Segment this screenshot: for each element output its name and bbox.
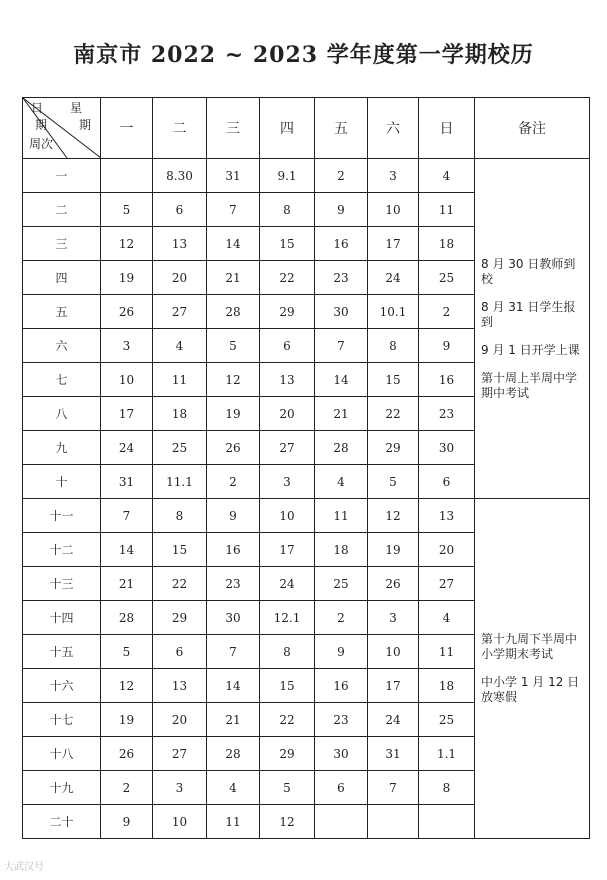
day-header-thu: 四 — [260, 98, 315, 159]
date-cell: 17 — [368, 227, 419, 261]
date-cell: 29 — [153, 601, 207, 635]
date-cell: 17 — [260, 533, 315, 567]
date-cell: 26 — [207, 431, 260, 465]
date-cell: 20 — [419, 533, 475, 567]
date-cell: 9 — [315, 193, 368, 227]
date-cell: 6 — [153, 193, 207, 227]
date-cell: 14 — [101, 533, 153, 567]
date-cell: 28 — [207, 295, 260, 329]
date-cell: 30 — [207, 601, 260, 635]
date-cell: 27 — [153, 737, 207, 771]
date-cell: 11 — [153, 363, 207, 397]
date-cell: 25 — [419, 261, 475, 295]
date-cell: 17 — [101, 397, 153, 431]
date-cell: 31 — [207, 159, 260, 193]
date-cell: 4 — [419, 601, 475, 635]
date-cell: 19 — [101, 703, 153, 737]
date-cell: 26 — [101, 295, 153, 329]
date-cell — [419, 805, 475, 839]
week-number-cell: 八 — [23, 397, 101, 431]
date-cell: 25 — [315, 567, 368, 601]
date-cell: 30 — [315, 295, 368, 329]
date-cell: 10 — [368, 193, 419, 227]
date-cell: 3 — [368, 159, 419, 193]
date-cell: 24 — [368, 261, 419, 295]
date-cell: 5 — [101, 193, 153, 227]
date-cell: 16 — [419, 363, 475, 397]
date-cell: 10 — [153, 805, 207, 839]
week-number-cell: 十七 — [23, 703, 101, 737]
day-header-wed: 三 — [207, 98, 260, 159]
date-cell: 18 — [419, 669, 475, 703]
day-header-tue: 二 — [153, 98, 207, 159]
date-cell: 11 — [207, 805, 260, 839]
date-cell: 24 — [101, 431, 153, 465]
corner-header-cell — [23, 98, 101, 159]
date-cell: 2 — [315, 159, 368, 193]
date-cell: 14 — [315, 363, 368, 397]
date-cell: 2 — [101, 771, 153, 805]
date-cell — [101, 159, 153, 193]
date-cell: 27 — [419, 567, 475, 601]
week-number-cell: 十五 — [23, 635, 101, 669]
corner-ri: 日 — [31, 101, 44, 115]
date-cell: 5 — [368, 465, 419, 499]
date-cell: 11 — [419, 193, 475, 227]
date-cell: 8.30 — [153, 159, 207, 193]
date-cell: 3 — [153, 771, 207, 805]
corner-qi-left: 期 — [35, 118, 48, 132]
date-cell: 3 — [260, 465, 315, 499]
date-cell: 3 — [368, 601, 419, 635]
date-cell: 18 — [153, 397, 207, 431]
date-cell: 21 — [207, 261, 260, 295]
header-row — [23, 98, 590, 159]
date-cell: 10 — [368, 635, 419, 669]
date-cell — [368, 805, 419, 839]
date-cell — [315, 805, 368, 839]
date-cell: 7 — [315, 329, 368, 363]
date-cell: 26 — [368, 567, 419, 601]
day-header-sun: 日 — [419, 98, 475, 159]
date-cell: 22 — [260, 261, 315, 295]
date-cell: 12 — [260, 805, 315, 839]
date-cell: 9.1 — [260, 159, 315, 193]
week-row — [23, 499, 590, 533]
date-cell: 12 — [101, 669, 153, 703]
date-cell: 15 — [368, 363, 419, 397]
date-cell: 23 — [419, 397, 475, 431]
date-cell: 8 — [260, 193, 315, 227]
date-cell: 17 — [368, 669, 419, 703]
date-cell: 4 — [419, 159, 475, 193]
date-cell: 28 — [101, 601, 153, 635]
date-cell: 16 — [207, 533, 260, 567]
date-cell: 10 — [260, 499, 315, 533]
date-cell: 9 — [315, 635, 368, 669]
date-cell: 11.1 — [153, 465, 207, 499]
day-header-mon: 一 — [101, 98, 153, 159]
date-cell: 22 — [153, 567, 207, 601]
date-cell: 28 — [315, 431, 368, 465]
remark-text: 中小学 1 月 12 日放寒假 — [481, 675, 580, 704]
week-number-cell: 十 — [23, 465, 101, 499]
date-cell: 8 — [419, 771, 475, 805]
school-calendar-table — [22, 97, 590, 839]
date-cell: 6 — [260, 329, 315, 363]
date-cell: 7 — [101, 499, 153, 533]
date-cell: 8 — [368, 329, 419, 363]
date-cell: 29 — [260, 295, 315, 329]
date-cell: 12.1 — [260, 601, 315, 635]
week-number-cell: 七 — [23, 363, 101, 397]
date-cell: 2 — [315, 601, 368, 635]
week-number-cell: 十四 — [23, 601, 101, 635]
date-cell: 23 — [207, 567, 260, 601]
date-cell: 12 — [207, 363, 260, 397]
week-number-cell: 四 — [23, 261, 101, 295]
remark-text: 9 月 1 日开学上课 — [481, 342, 580, 357]
date-cell: 9 — [419, 329, 475, 363]
date-cell: 7 — [207, 193, 260, 227]
date-cell: 1.1 — [419, 737, 475, 771]
date-cell: 6 — [315, 771, 368, 805]
remark-text: 第十九周下半周中小学期末考试 — [481, 632, 578, 661]
remarks-header: 备注 — [475, 98, 590, 159]
date-cell: 7 — [207, 635, 260, 669]
date-cell: 22 — [260, 703, 315, 737]
date-cell: 6 — [419, 465, 475, 499]
date-cell: 24 — [368, 703, 419, 737]
date-cell: 5 — [207, 329, 260, 363]
week-number-cell: 二十 — [23, 805, 101, 839]
date-cell: 2 — [419, 295, 475, 329]
date-cell: 15 — [153, 533, 207, 567]
date-cell: 19 — [101, 261, 153, 295]
date-cell: 21 — [101, 567, 153, 601]
date-cell: 31 — [368, 737, 419, 771]
date-cell: 4 — [315, 465, 368, 499]
date-cell: 6 — [153, 635, 207, 669]
date-cell: 25 — [153, 431, 207, 465]
date-cell: 15 — [260, 669, 315, 703]
week-number-cell: 十六 — [23, 669, 101, 703]
date-cell: 28 — [207, 737, 260, 771]
corner-xing: 星 — [70, 101, 83, 115]
date-cell: 10.1 — [368, 295, 419, 329]
date-cell: 29 — [368, 431, 419, 465]
week-number-cell: 十二 — [23, 533, 101, 567]
date-cell: 12 — [101, 227, 153, 261]
week-number-cell: 十一 — [23, 499, 101, 533]
day-header-fri: 五 — [315, 98, 368, 159]
remarks-cell-second-half — [475, 499, 590, 839]
date-cell: 27 — [153, 295, 207, 329]
week-number-cell: 三 — [23, 227, 101, 261]
week-number-cell: 十九 — [23, 771, 101, 805]
date-cell: 24 — [260, 567, 315, 601]
week-number-cell: 十三 — [23, 567, 101, 601]
date-cell: 13 — [153, 227, 207, 261]
date-cell: 31 — [101, 465, 153, 499]
week-number-cell: 五 — [23, 295, 101, 329]
date-cell: 13 — [419, 499, 475, 533]
date-cell: 30 — [419, 431, 475, 465]
remark-text: 第十周上半周中学期中考试 — [481, 370, 578, 400]
week-number-cell: 一 — [23, 159, 101, 193]
date-cell: 15 — [260, 227, 315, 261]
date-cell: 8 — [260, 635, 315, 669]
watermark: 大武汉号 — [4, 862, 44, 873]
date-cell: 23 — [315, 703, 368, 737]
date-cell: 11 — [419, 635, 475, 669]
remark-text: 8 月 30 日教师到校 — [481, 256, 576, 286]
corner-qi-right: 期 — [79, 118, 92, 132]
week-row — [23, 159, 590, 193]
date-cell: 26 — [101, 737, 153, 771]
date-cell: 5 — [101, 635, 153, 669]
week-number-cell: 二 — [23, 193, 101, 227]
date-cell: 12 — [368, 499, 419, 533]
date-cell: 10 — [101, 363, 153, 397]
date-cell: 20 — [153, 261, 207, 295]
date-cell: 3 — [101, 329, 153, 363]
remarks-cell-first-half — [475, 159, 590, 499]
date-cell: 14 — [207, 227, 260, 261]
date-cell: 4 — [207, 771, 260, 805]
date-cell: 9 — [207, 499, 260, 533]
day-header-sat: 六 — [368, 98, 419, 159]
date-cell: 20 — [260, 397, 315, 431]
date-cell: 7 — [368, 771, 419, 805]
date-cell: 5 — [260, 771, 315, 805]
week-number-cell: 六 — [23, 329, 101, 363]
date-cell: 30 — [315, 737, 368, 771]
date-cell: 19 — [207, 397, 260, 431]
date-cell: 14 — [207, 669, 260, 703]
date-cell: 20 — [153, 703, 207, 737]
date-cell: 19 — [368, 533, 419, 567]
page-title: 南京市 2022 ~ 2023 学年度第一学期校历 — [73, 42, 534, 68]
date-cell: 29 — [260, 737, 315, 771]
date-cell: 27 — [260, 431, 315, 465]
date-cell: 21 — [207, 703, 260, 737]
date-cell: 11 — [315, 499, 368, 533]
date-cell: 16 — [315, 669, 368, 703]
date-cell: 13 — [153, 669, 207, 703]
date-cell: 18 — [419, 227, 475, 261]
date-cell: 22 — [368, 397, 419, 431]
remark-text: 8 月 31 日学生报到 — [481, 299, 576, 329]
date-cell: 2 — [207, 465, 260, 499]
week-number-cell: 十八 — [23, 737, 101, 771]
date-cell: 21 — [315, 397, 368, 431]
date-cell: 16 — [315, 227, 368, 261]
date-cell: 9 — [101, 805, 153, 839]
corner-zhouci: 周次 — [29, 137, 54, 151]
date-cell: 4 — [153, 329, 207, 363]
date-cell: 25 — [419, 703, 475, 737]
date-cell: 23 — [315, 261, 368, 295]
date-cell: 8 — [153, 499, 207, 533]
date-cell: 13 — [260, 363, 315, 397]
date-cell: 18 — [315, 533, 368, 567]
week-number-cell: 九 — [23, 431, 101, 465]
